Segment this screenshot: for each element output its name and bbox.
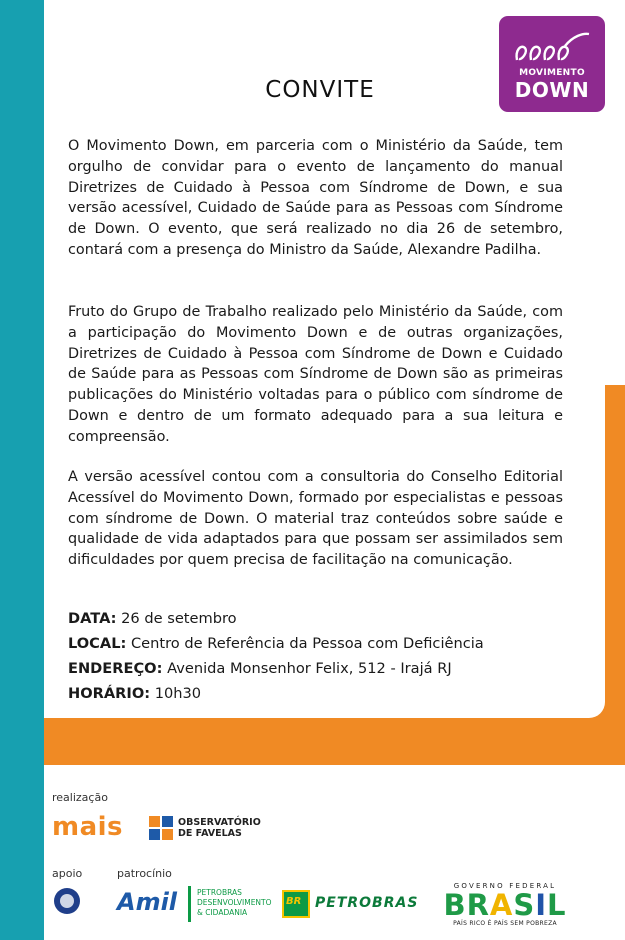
date-value: 26 de setembro — [116, 610, 237, 627]
date-label: DATA: — [68, 610, 117, 627]
apoio-label: apoio — [52, 867, 83, 880]
location-label: LOCAL: — [68, 635, 127, 652]
brasil-letter: I — [535, 888, 548, 922]
page-title: CONVITE — [265, 77, 375, 103]
petrobras-br-icon — [282, 890, 310, 918]
event-location — [68, 634, 484, 654]
patrocinio-label: patrocínio — [117, 867, 172, 880]
petrobras-cidadania-logo — [188, 886, 272, 922]
petrobras-small-line-2: DESENVOLVIMENTO — [197, 898, 272, 907]
brasil-letter: S — [513, 888, 536, 922]
petrobras-small-line-1: PETROBRAS — [197, 888, 242, 897]
observatorio-line-2: DE FAVELAS — [178, 828, 242, 839]
petrobras-word: PETROBRAS — [315, 895, 419, 911]
logo-figures-icon — [513, 30, 591, 64]
paragraph-3: A versão acessível contou com a consultoria do Conselho Editorial Acessível do Movimento Down, formado por especialistas e pessoas com síndrome de Down. O material traz conteúdos sobre saúde e qualidade de vida adaptados para que possam ser assimilados sem dificuldades por quem precisa de facilitação na comunicação. — [68, 469, 563, 569]
observatorio-line-1: OBSERVATÓRIO — [178, 817, 261, 828]
event-time — [68, 684, 201, 704]
teal-side-bar — [0, 0, 44, 940]
petrobras-small-line-3: & CIDADANIA — [197, 908, 248, 917]
brasil-letter: B — [443, 888, 467, 922]
gov-slogan: PAÍS RICO É PAÍS SEM POBREZA — [453, 920, 557, 927]
time-value: 10h30 — [150, 685, 202, 702]
brasil-letter: L — [547, 888, 567, 922]
governo-federal-logo — [440, 882, 570, 927]
address-value: Avenida Monsenhor Felix, 512 - Irajá RJ — [162, 660, 452, 677]
amil-logo: Amil — [117, 888, 178, 916]
event-date — [68, 609, 237, 629]
brasil-wordmark — [440, 890, 570, 920]
paragraph-2: Fruto do Grupo de Trabalho realizado pelo Ministério da Saúde, com a participação do Movimento Down e de outras organizações, Diretrizes de Cuidado à Pessoa com Síndrome de Down e Cuidado de Saúde para as Pessoas com Síndrome de Down são as primeiras publicações do Ministério voltadas para o público com síndrome de Down e dentro de um formato adequado para a sua leitura e compreensão. — [68, 304, 563, 445]
address-label: ENDEREÇO: — [68, 660, 163, 677]
location-value: Centro de Referência da Pessoa com Deficiência — [126, 635, 484, 652]
logo-line-2: DOWN — [514, 78, 590, 102]
time-label: HORÁRIO: — [68, 685, 151, 702]
realizacao-label: realização — [52, 791, 108, 804]
paragraph-1: O Movimento Down, em parceria com o Ministério da Saúde, tem orgulho de convidar para o evento de lançamento do manual Diretrizes de Cuidado à Pessoa com Síndrome de Down, e sua versão acessível, Cuidado de Saúde para as Pessoas com Síndrome de Down. O evento, que será realizado no dia 26 de setembro, contará com a presença do Ministro da Saúde, Alexandre Padilha. — [68, 138, 563, 258]
globo-logo-icon — [54, 888, 80, 914]
brasil-letter: R — [466, 888, 490, 922]
logo-line-1: MOVIMENTO — [519, 68, 585, 78]
event-address — [68, 659, 452, 679]
observatorio-grid-icon — [149, 816, 173, 840]
mais-logo: mais — [52, 812, 124, 842]
brasil-letter: A — [489, 888, 514, 922]
gov-top-text: GOVERNO FEDERAL — [453, 882, 557, 890]
petrobras-br-text: BR — [286, 896, 302, 907]
